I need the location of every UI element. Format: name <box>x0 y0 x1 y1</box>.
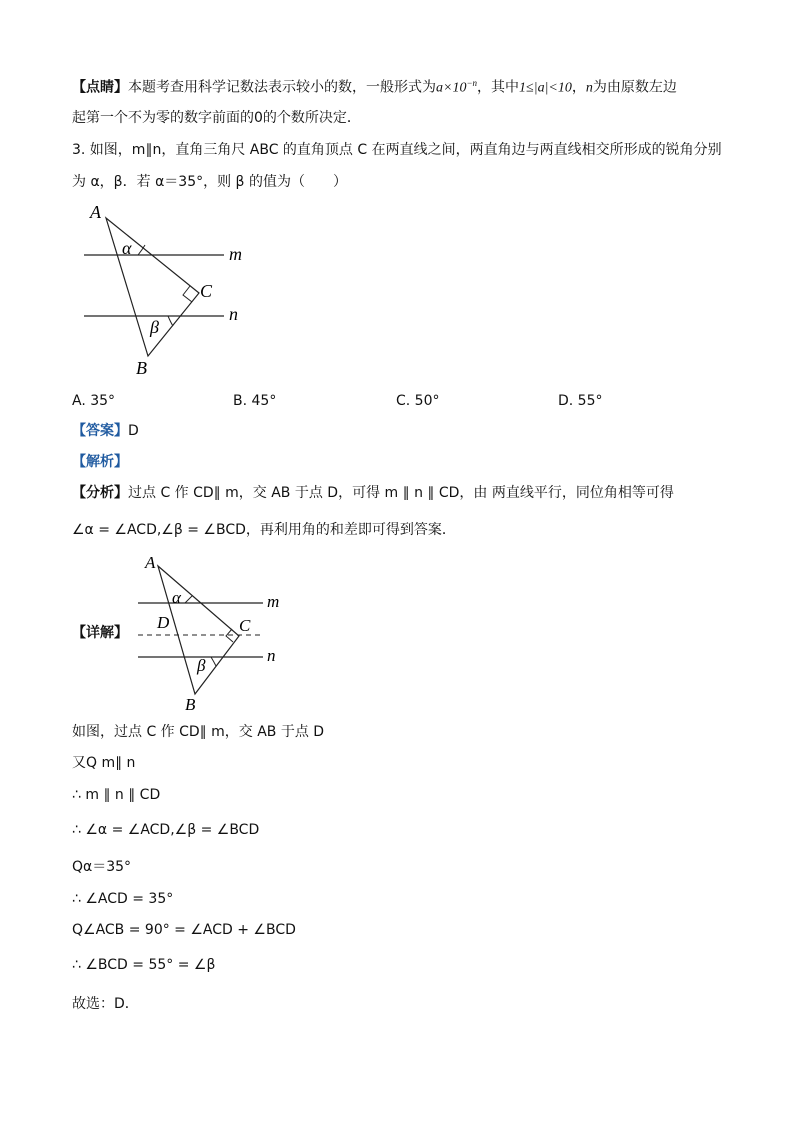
dianjing-text-1: 本题考查用科学记数法表示较小的数，一般形式为 <box>128 79 436 96</box>
label-b: B <box>185 695 196 714</box>
jiexi-tag: 【解析】 <box>72 454 128 470</box>
label-m: m <box>267 592 280 611</box>
beta-arc <box>168 316 173 326</box>
label-a: A <box>145 553 156 572</box>
label-d: D <box>157 613 170 632</box>
dianjing-n: n <box>585 80 593 96</box>
answer-value: D <box>128 423 139 439</box>
label-b: B <box>136 358 147 378</box>
solution-line-5: Qα＝35° <box>72 859 132 875</box>
beta-arc <box>211 657 216 666</box>
label-n: n <box>267 646 276 665</box>
label-n: n <box>229 304 238 324</box>
figure-1-triangle <box>72 198 272 378</box>
xiangjie-line <box>72 623 128 643</box>
solution-line-7: Q∠ACB = 90° = ∠ACD + ∠BCD <box>72 922 296 938</box>
fenxi-line-1 <box>72 483 674 503</box>
solution-line-1: 如图，过点 C 作 CD∥ m，交 AB 于点 D <box>72 724 325 740</box>
figure-2-triangle <box>135 553 310 716</box>
solution-line-2: 又Q m∥ n <box>72 755 136 771</box>
dianjing-exponent: −n <box>466 78 478 88</box>
dianjing-text-2: ，其中 <box>477 79 520 96</box>
jiexi-line <box>72 452 128 472</box>
label-alpha: α <box>122 238 132 258</box>
label-c: C <box>239 616 251 635</box>
choice-a[interactable]: A. 35° <box>72 393 116 409</box>
choice-c[interactable]: C. 50° <box>396 393 440 409</box>
dianjing-line-2: 起第一个不为零的数字前面的0的个数所决定． <box>72 110 361 126</box>
fenxi-tag: 【分析】 <box>72 485 128 501</box>
label-alpha: α <box>172 588 181 607</box>
answer-tag: 【答案】 <box>72 423 128 439</box>
choice-d[interactable]: D. 55° <box>558 393 603 409</box>
label-m: m <box>229 244 242 264</box>
solution-line-4: ∴ ∠α = ∠ACD,∠β = ∠BCD <box>72 822 260 838</box>
xiangjie-tag: 【详解】 <box>72 625 128 641</box>
solution-line-3: ∴ m ∥ n ∥ CD <box>72 787 161 803</box>
label-beta: β <box>150 317 159 337</box>
dianjing-line-1 <box>72 73 677 99</box>
solution-line-6: ∴ ∠ACD = 35° <box>72 891 174 907</box>
choice-b[interactable]: B. 45° <box>233 393 277 409</box>
solution-line-8: ∴ ∠BCD = 55° = ∠β <box>72 957 216 973</box>
alpha-arc <box>185 596 192 603</box>
question-3-line-1: 3. 如图，m∥n，直角三角尺 ABC 的直角顶点 C 在两直线之间，两直角边与两直线相交所形成的锐角分别 <box>72 142 722 158</box>
right-angle-mark <box>183 286 192 302</box>
label-beta: β <box>197 656 206 675</box>
fenxi-line-2: ∠α = ∠ACD,∠β = ∠BCD，再利用角的和差即可得到答案． <box>72 522 456 538</box>
dianjing-text-3: ， <box>571 79 586 96</box>
answer-line <box>72 421 139 441</box>
dianjing-formula: a×10 <box>436 80 467 96</box>
question-3-line-2: 为 α，β．若 α＝35°，则 β 的值为（ ） <box>72 174 347 190</box>
dianjing-range: 1≤|a|<10 <box>519 80 572 96</box>
solution-line-9: 故选：D． <box>72 996 139 1012</box>
dianjing-text-4: 为由原数左边 <box>592 79 677 96</box>
fenxi-text-1: 过点 C 作 CD∥ m，交 AB 于点 D，可得 m ∥ n ∥ CD，由 两直线平行，同位角相等可得 <box>128 485 674 501</box>
label-c: C <box>200 281 213 301</box>
dianjing-tag: 【点睛】 <box>72 79 128 96</box>
label-a: A <box>90 202 101 222</box>
